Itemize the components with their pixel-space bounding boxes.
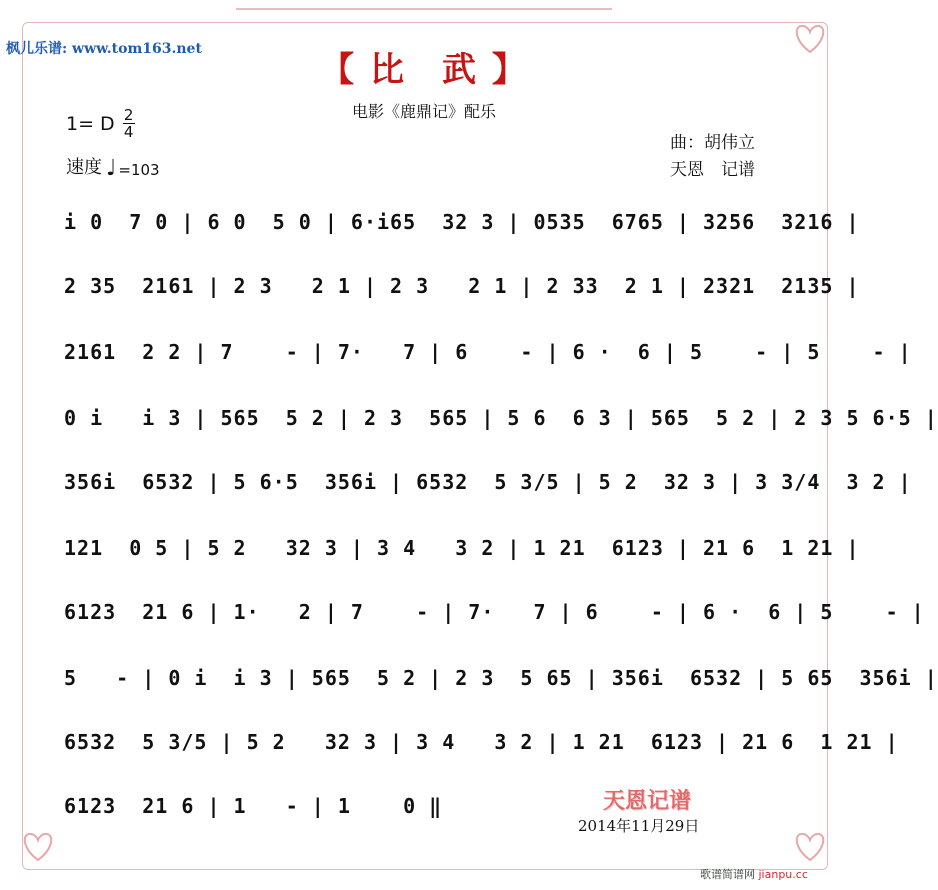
bottom-watermark [700,866,808,882]
time-numerator: 2 [123,106,134,124]
site-watermark: 枫儿乐谱: www.tom163.net [6,41,202,57]
subtitle: 电影《鹿鼎记》配乐 [351,102,496,121]
composer: 曲：胡伟立 [670,133,755,153]
key-signature [66,108,135,139]
score-line: 2161 2 2 | 7 - | 7· 7 | 6 - | 6 · 6 | 5 - | 5 - | [64,340,912,364]
tempo-value: =103 [118,161,160,179]
score-line: 6532 5 3/5 | 5 2 32 3 | 3 4 3 2 | 1 21 6123 | 21 6 1 21 | [64,730,899,754]
score-line: 2 35 2161 | 2 3 2 1 | 2 3 2 1 | 2 33 2 1 | 2321 2135 | [64,274,860,298]
signature-stamp: 天恩记谱 [603,788,692,814]
score-line: 6123 21 6 | 1· 2 | 7 - | 7· 7 | 6 - | 6 · 6 | 5 - | [64,600,925,624]
tempo-marking [66,153,160,179]
score-line: 5 - | 0 i i 3 | 565 5 2 | 2 3 5 65 | 356i 6532 | 5 65 356i | [64,666,938,690]
heart-corner-icon [18,826,58,866]
tempo-label: 速度 [66,157,102,178]
score-line: 6123 21 6 | 1 - | 1 0 ‖ [64,794,443,818]
time-denominator: 4 [123,123,134,141]
key-label: 1= D [66,112,115,135]
quarter-note-icon: ♩ [106,156,117,181]
watermark-site-name: 歌谱简谱网 [700,868,755,881]
heart-corner-icon [790,826,830,866]
score-line: 356i 6532 | 5 6·5 356i | 6532 5 3/5 | 5 2 32 3 | 3 3/4 3 2 | [64,470,912,494]
watermark-domain: jianpu.cc [758,868,808,881]
notator: 天恩 记谱 [670,160,755,180]
score-line: 121 0 5 | 5 2 32 3 | 3 4 3 2 | 1 21 6123 | 21 6 1 21 | [64,536,860,560]
top-decorative-line [236,8,612,10]
score-line: i 0 7 0 | 6 0 5 0 | 6·i65 32 3 | 0535 6765 | 3256 3216 | [64,210,860,234]
time-signature [123,108,135,139]
page-title: 【 比 武 】 [320,50,528,90]
date: 2014年11月29日 [578,817,700,835]
score-line: 0 i i 3 | 565 5 2 | 2 3 565 | 5 6 6 3 | 565 5 2 | 2 3 5 6·5 | [64,406,938,430]
